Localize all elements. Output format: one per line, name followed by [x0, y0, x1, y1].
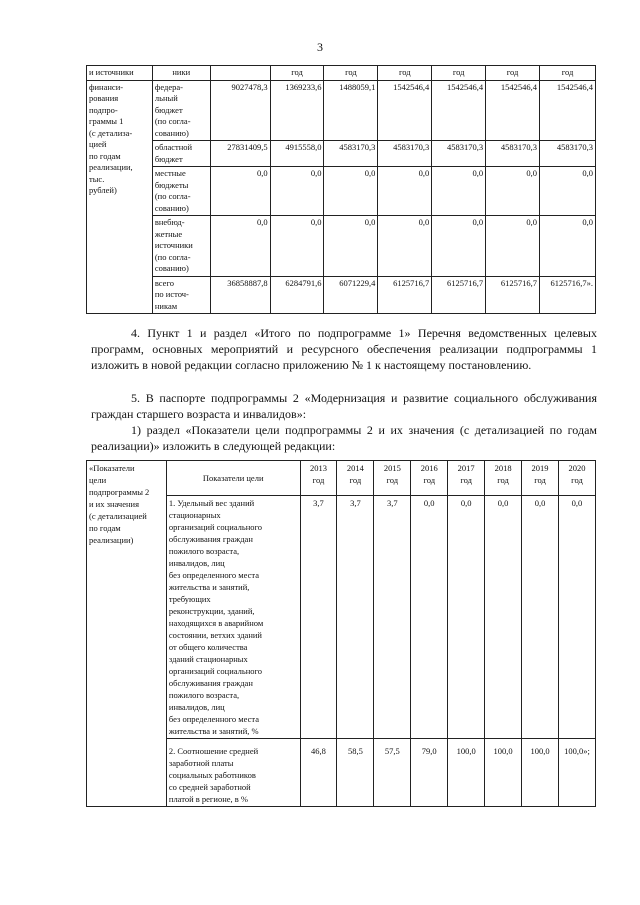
- label-line: внебюд-: [154, 217, 185, 227]
- label-line: сованию): [154, 202, 189, 213]
- value-cell: 4583170,3: [378, 141, 432, 167]
- value-cell: 1542546,4: [540, 80, 596, 141]
- table-row: [87, 216, 596, 277]
- text-line: требующих: [168, 594, 211, 604]
- label-line: никам: [154, 300, 178, 311]
- text-line: платой в регионе, в %: [168, 794, 248, 804]
- page-number: 3: [317, 40, 323, 54]
- value-cell: 36858887,8: [210, 276, 270, 314]
- value-cell: 0,0: [378, 167, 432, 216]
- year-unit: год: [571, 475, 583, 485]
- source-label-cell: [152, 276, 210, 314]
- value-cell: 0,0: [432, 216, 486, 277]
- value-cell: 1488059,1: [324, 80, 378, 141]
- text-line: жительства и занятий,: [168, 582, 250, 592]
- year-header-cell: [374, 461, 411, 496]
- header-cell: ники: [152, 66, 210, 81]
- text-line: без определенного места: [168, 714, 260, 724]
- value-cell: 0,0: [411, 496, 448, 739]
- label-line: по источ-: [154, 289, 189, 299]
- indicator-header-cell: Показатели цели: [166, 461, 300, 496]
- year-label: 2017: [457, 463, 475, 473]
- label-line: финанси-: [89, 81, 124, 92]
- text-line: 2. Соотношение средней: [168, 746, 259, 756]
- year-label: 2018: [494, 463, 512, 473]
- text-line: пожилого возраста,: [168, 690, 240, 700]
- value-cell: 0,0: [486, 167, 540, 216]
- text-line: организаций социального: [168, 522, 263, 532]
- label-line: подпрограммы 2: [89, 487, 150, 497]
- value-cell: 6071229,4: [324, 276, 378, 314]
- value-cell: 0,0: [432, 167, 486, 216]
- year-header-cell: [300, 461, 337, 496]
- header-cell: год: [378, 66, 432, 81]
- funding-table: [86, 65, 596, 314]
- value-cell: 0,0: [270, 216, 324, 277]
- label-line: бюджет: [154, 104, 183, 115]
- value-cell: 0,0: [558, 496, 595, 739]
- value-cell: 0,0: [324, 216, 378, 277]
- label-line: тыс.: [89, 173, 105, 184]
- text-line: пожилого возраста,: [168, 546, 240, 556]
- year-unit: год: [312, 475, 325, 485]
- year-unit: год: [349, 475, 362, 485]
- value-cell: 4583170,3: [486, 141, 540, 167]
- source-label-cell: [152, 80, 210, 141]
- label-line: федера-: [154, 81, 183, 92]
- text-line: социальных работников: [168, 770, 256, 780]
- year-unit: год: [497, 475, 509, 485]
- year-header-cell: [558, 461, 595, 496]
- label-line: (с детализа-: [89, 127, 133, 138]
- year-label: 2019: [531, 463, 549, 473]
- label-line: реализации,: [89, 162, 133, 172]
- year-header-cell: [337, 461, 374, 496]
- value-cell: 4583170,3: [432, 141, 486, 167]
- indicator-text-cell: [166, 496, 300, 739]
- year-unit: год: [534, 475, 546, 485]
- text-line: состоянии, ветхих зданий: [168, 630, 262, 640]
- value-cell: 0,0: [540, 216, 596, 277]
- label-line: (по согла-: [154, 251, 191, 262]
- year-label: 2013: [309, 463, 327, 473]
- text-line: организаций социального: [168, 666, 263, 676]
- table-row: [87, 276, 596, 314]
- table-row: [87, 80, 596, 141]
- value-cell: 6125716,7: [486, 276, 540, 314]
- label-line: цели: [89, 475, 107, 485]
- label-line: бюджет: [154, 153, 183, 164]
- source-label-cell: [152, 216, 210, 277]
- text-line: обслуживания граждан: [168, 534, 253, 544]
- label-line: (с детализацией: [89, 511, 147, 521]
- label-line: рублей): [89, 185, 117, 195]
- value-cell: 100,0: [448, 739, 485, 807]
- label-line: реализации): [89, 535, 134, 545]
- indicators-label-cell: [87, 461, 167, 807]
- value-cell: 9027478,3: [210, 80, 270, 141]
- value-cell: 3,7: [374, 496, 411, 739]
- paragraph-5-1: 1) раздел «Показатели цели подпрограммы 2 и их значения (с детализацией по годам реализации)» изложить в следующей редакции:: [91, 423, 597, 453]
- indicators-header-row: [87, 461, 596, 496]
- value-cell: 0,0: [448, 496, 485, 739]
- label-line: цией: [89, 139, 107, 149]
- value-cell: 1542546,4: [378, 80, 432, 141]
- value-cell: 3,7: [300, 496, 337, 739]
- text-line: инвалидов, лиц: [168, 702, 225, 712]
- year-header-cell: [522, 461, 559, 496]
- text-line: находящихся в аварийном: [168, 618, 264, 628]
- year-header-cell: [485, 461, 522, 496]
- label-line: подпро-: [89, 104, 118, 115]
- label-line: областной: [154, 142, 193, 152]
- label-line: жетные: [154, 228, 183, 239]
- year-label: 2014: [346, 463, 364, 473]
- table-row: [87, 141, 596, 167]
- label-line: по годам: [89, 150, 121, 161]
- year-unit: год: [460, 475, 472, 485]
- value-cell: 1369233,6: [270, 80, 324, 141]
- label-line: «Показатели: [89, 463, 135, 473]
- year-unit: год: [423, 475, 436, 485]
- value-cell: 6125716,7: [432, 276, 486, 314]
- value-cell: 57,5: [374, 739, 411, 807]
- value-cell: 0,0: [540, 167, 596, 216]
- value-cell: 4583170,3: [540, 141, 596, 167]
- text-line: без определенного места: [168, 570, 260, 580]
- paragraph-5: 5. В паспорте подпрограммы 2 «Модернизация и развитие социального обслуживания граждан старшего возраста и инвалидов»:: [91, 391, 597, 421]
- value-cell: 0,0: [210, 216, 270, 277]
- financing-label-cell: [87, 80, 153, 314]
- value-cell: 3,7: [337, 496, 374, 739]
- label-line: и их значения: [89, 499, 139, 509]
- year-header-cell: [448, 461, 485, 496]
- value-cell: 6125716,7».: [540, 276, 596, 314]
- value-cell: 0,0: [522, 496, 559, 739]
- label-line: сованию): [154, 127, 189, 138]
- label-line: (по согла-: [154, 116, 191, 126]
- label-line: местные: [154, 168, 186, 178]
- year-unit: год: [386, 475, 399, 485]
- year-header-cell: [411, 461, 448, 496]
- value-cell: 58,5: [337, 739, 374, 807]
- value-cell: 27831409,5: [210, 141, 270, 167]
- value-cell: 0,0: [210, 167, 270, 216]
- value-cell: 0,0: [485, 496, 522, 739]
- value-cell: 6125716,7: [378, 276, 432, 314]
- value-cell: 79,0: [411, 739, 448, 807]
- text-line: стационарных: [168, 510, 221, 520]
- year-label: 2020: [568, 463, 586, 473]
- paragraph-4: 4. Пункт 1 и раздел «Итого по подпрограмме 1» Перечня ведомственных целевых программ, основных мероприятий и ресурсного обеспечения реализации подпрограммы 1 изложить в новой редакции согласно приложению № 1 к настоящему постановлению.: [91, 326, 597, 372]
- year-label: 2015: [383, 463, 401, 473]
- header-left-cell: и источники: [87, 66, 153, 81]
- text-line: реконструкции, зданий,: [168, 606, 255, 616]
- text-line: зданий стационарных: [168, 654, 248, 664]
- text-line: жительства и занятий, %: [168, 726, 259, 736]
- value-cell: 1542546,4: [432, 80, 486, 141]
- value-cell: 0,0: [378, 216, 432, 277]
- value-cell: 1542546,4: [486, 80, 540, 141]
- label-line: льный: [154, 93, 178, 103]
- text-line: 1. Удельный вес зданий: [168, 498, 255, 508]
- value-cell: 100,0»;: [558, 739, 595, 807]
- label-line: граммы 1: [89, 116, 124, 126]
- value-cell: 100,0: [522, 739, 559, 807]
- header-cell: год: [324, 66, 378, 81]
- table-row: [87, 167, 596, 216]
- label-line: рования: [89, 93, 119, 103]
- value-cell: 100,0: [485, 739, 522, 807]
- text-line: со средней заработной: [168, 782, 251, 792]
- label-line: всего: [154, 277, 174, 288]
- text-line: инвалидов, лиц: [168, 558, 225, 568]
- label-line: сованию): [154, 263, 189, 273]
- source-label-cell: [152, 141, 210, 167]
- header-cell: год: [432, 66, 486, 81]
- indicator-text-cell: [166, 739, 300, 807]
- year-label: 2016: [420, 463, 438, 473]
- label-line: источники: [154, 240, 193, 250]
- source-label-cell: [152, 167, 210, 216]
- text-line: от общего количества: [168, 642, 248, 652]
- value-cell: 46,8: [300, 739, 337, 807]
- header-cell: год: [270, 66, 324, 81]
- header-cell: год: [486, 66, 540, 81]
- value-cell: 4583170,3: [324, 141, 378, 167]
- label-line: по годам: [89, 523, 121, 533]
- label-line: бюджеты: [154, 179, 189, 190]
- header-cell: год: [540, 66, 596, 81]
- text-line: обслуживания граждан: [168, 678, 253, 688]
- indicators-table: [86, 460, 596, 807]
- text-line: заработной платы: [168, 758, 234, 768]
- funding-table-header-row: [87, 66, 596, 81]
- value-cell: 0,0: [270, 167, 324, 216]
- value-cell: 4915558,0: [270, 141, 324, 167]
- value-cell: 0,0: [486, 216, 540, 277]
- value-cell: 6284791,6: [270, 276, 324, 314]
- label-line: (по согла-: [154, 191, 191, 201]
- header-cell: [210, 66, 270, 81]
- value-cell: 0,0: [324, 167, 378, 216]
